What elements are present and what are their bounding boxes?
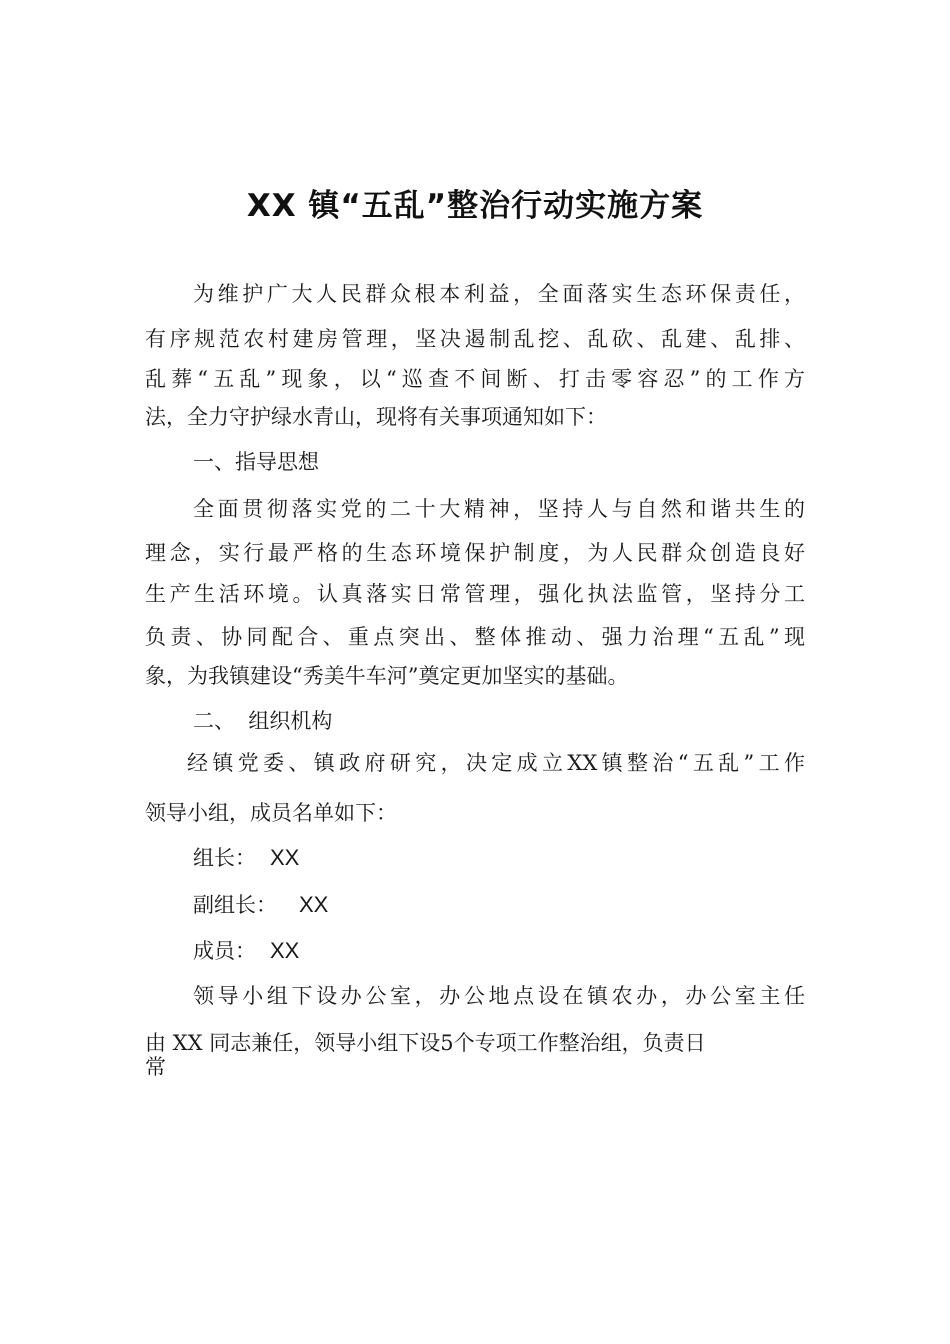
section-2-line-2: 领导小组，成员名单如下： [145, 801, 397, 825]
leader-label: 组长： [193, 846, 256, 870]
intro-line-4: 法，全力守护绿水青山，现将有关事项通知如下： [145, 405, 607, 429]
section-1-line-3: 生产生活环境。认真落实日常管理，强化执法监管，坚持分工 [145, 582, 805, 606]
section-1-line-2: 理念，实行最严格的生态环境保护制度，为人民群众创造良好 [145, 541, 805, 565]
section-1-line-5: 象，为我镇建设“秀美牛车河”奠定更加坚实的基础。 [145, 664, 629, 688]
members-label: 成员： [193, 939, 256, 963]
deputy-label: 副组长： [193, 893, 277, 917]
members-name: XX [270, 938, 300, 963]
deputy-row [193, 890, 328, 920]
members-row [193, 936, 299, 966]
section-2-line-1: 经镇党委、镇政府研究，决定成立XX镇整治“五乱”工作 [187, 751, 805, 775]
deputy-name: XX [299, 892, 329, 917]
intro-line-3: 乱葬“五乱”现象，以“巡查不间断、打击零容忍”的工作方 [145, 367, 805, 391]
office-line-1: 领导小组下设办公室，办公地点设在镇农办，办公室主任 [193, 984, 805, 1008]
section-1-line-4: 负责、协同配合、重点突出、整体推动、强力治理“五乱”现 [145, 625, 805, 649]
leader-name: XX [270, 845, 300, 870]
office-line-2: 由 XX 同志兼任，领导小组下设5个专项工作整治组，负责日 [145, 1031, 706, 1055]
section-1-line-1: 全面贯彻落实党的二十大精神，坚持人与自然和谐共生的 [193, 497, 805, 521]
leader-row [193, 843, 299, 873]
intro-line-1: 为维护广大人民群众根本利益，全面落实生态环保责任， [193, 282, 805, 306]
office-line-3: 常 [145, 1055, 166, 1079]
intro-line-2: 有序规范农村建房管理，坚决遏制乱挖、乱砍、乱建、乱排、 [145, 327, 805, 351]
section-1-heading: 一、指导思想 [193, 450, 319, 474]
section-2-heading: 二、 组织机构 [193, 709, 333, 733]
document-title: XX 镇“五乱”整治行动实施方案 [246, 188, 704, 224]
